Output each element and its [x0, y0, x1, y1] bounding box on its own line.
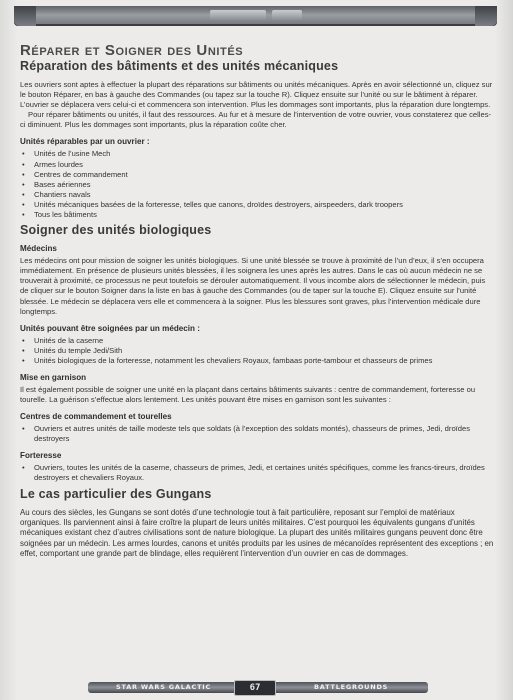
repairable-units-list [20, 149, 494, 220]
garrison-title: Mise en garnison [20, 372, 87, 382]
section-gungans-heading: Le cas particulier des Gungans [20, 486, 212, 501]
fortress-list [20, 463, 494, 483]
page-number: 67 [234, 680, 276, 696]
page-title: Réparer et Soigner des Unités [20, 42, 244, 59]
header-notch-small [272, 10, 302, 20]
section-heal-heading: Soigner des unités biologiques [20, 223, 212, 238]
list-item: • Unités du temple Jedi/Sith [20, 346, 494, 356]
medecins-paragraph: Les médecins ont pour mission de soigner les unités biologiques. Si une unité blessée se trouve à proximité de l’un d’eux, il s’en occupera immédiatement. En présence de plusieurs unités blessées, il les soignera les unes après les autres. Dans le cas où aucun médecin ne se trouverait à proximité, ce processus ne peut toutefois se dérouler automatiquement. Il vous incombe alors de sélectionner le médecin, puis de cliquer sur le bouton Soigner dans la liste en bas à gauche des Commandes (ou de taper sur la touche E). Cliquez ensuite sur l’unité blessée. Le médecin se déplacera vers elle et commencera à la soigner. Plus les blessures sont graves, plus l’intervention médicale dure longtemps. [20, 256, 486, 316]
garrison-paragraph: Il est également possible de soigner une unité en la plaçant dans certains bâtiments suivants : centre de commandement, forteresse ou tourelle. La guérison s’effectue alors lentement. Les unités pouvant être mises en garnison sont les suivantes : [20, 384, 476, 405]
header-notch [210, 10, 266, 20]
list-item: • Centres de commandement [20, 170, 494, 180]
section-repair-heading: Réparation des bâtiments et des unités mécaniques [20, 59, 339, 73]
footer-bar [88, 680, 428, 694]
healable-units-list [20, 336, 494, 366]
repair-paragraph-1: Les ouvriers sont aptes à effectuer la plupart des réparations sur bâtiments ou unités mécaniques. Après en avoir sélectionné un, cliquez sur le bouton Réparer, en bas à gauche des Commandes (ou tapez sur la touche R). Cliquez ensuite sur l’unité ou sur le bâtiment à réparer. L’ouvrier se déplacera vers celui-ci et commencera son intervention. Plus les dommages sont importants, plus la réparation dure longtemps. [20, 80, 493, 110]
list-item: • Unités mécaniques basées de la forteresse, telles que canons, droïdes destroyers, airspeeders, dark troopers [20, 200, 494, 210]
command-centres-title: Centres de commandement et tourelles [20, 412, 172, 422]
header-decoration [14, 6, 497, 26]
list-item: • Ouvriers, toutes les unités de la caserne, chasseurs de primes, Jedi, et certaines unités spécifiques, comme les francs-tireurs, droïdes destroyers et chevaliers Royaux. [20, 463, 494, 483]
header-cap-right [475, 6, 497, 26]
list-item: • Armes lourdes [20, 160, 494, 170]
fortress-title: Forteresse [20, 451, 62, 461]
list-item: • Bases aériennes [20, 180, 494, 190]
list-item: • Unités de l’usine Mech [20, 149, 494, 159]
page-content [20, 42, 494, 560]
healable-units-title: Unités pouvant être soignées par un médecin : [20, 323, 200, 333]
list-item: • Unités biologiques de la forteresse, notamment les chevaliers Royaux, fambaas porte-tambour et chasseurs de primes [20, 356, 494, 366]
header-cap-left [14, 6, 36, 26]
command-centres-list [20, 424, 494, 444]
footer-game-subtitle: BATTLEGROUNDS [314, 683, 389, 691]
medecins-title: Médecins [20, 244, 57, 254]
list-item: • Ouvriers et autres unités de taille modeste tels que soldats (à l’exception des soldats montés), chasseurs de primes, Jedi, droïdes destroyers [20, 424, 494, 444]
list-item: • Tous les bâtiments [20, 210, 494, 220]
repair-paragraph-2: Pour réparer bâtiments ou unités, il faut des ressources. Au fur et à mesure de l’intervention de votre ouvrier, vous constaterez que celles-ci diminuent. Plus les dommages sont importants, plus la réparation coûte cher. [20, 110, 492, 130]
gungans-paragraph: Au cours des siècles, les Gungans se sont dotés d’une technologie tout à fait particulière, reposant sur l’emploi de matériaux organiques. Ils parviennent ainsi à faire croître la plupart de leurs unités militaires. C’est pourquoi les équivalents gungans d’unités mécaniques existant chez d’autres civilisations sont de nature biologique. La plupart des unités militaires gungans peuvent donc être soignées par un médecin. Les armes lourdes, canons et unités produits par les usines de mécanoïdes représentent des exceptions ; en effet, comportant une grande part de blindage, elles requièrent l’intervention d’un ouvrier en cas de dommages. [20, 507, 494, 559]
list-item: • Chantiers navals [20, 190, 494, 200]
list-item: • Unités de la caserne [20, 336, 494, 346]
footer-game-title: STAR WARS GALACTIC [116, 683, 212, 691]
repairable-units-title: Unités réparables par un ouvrier : [20, 137, 150, 147]
